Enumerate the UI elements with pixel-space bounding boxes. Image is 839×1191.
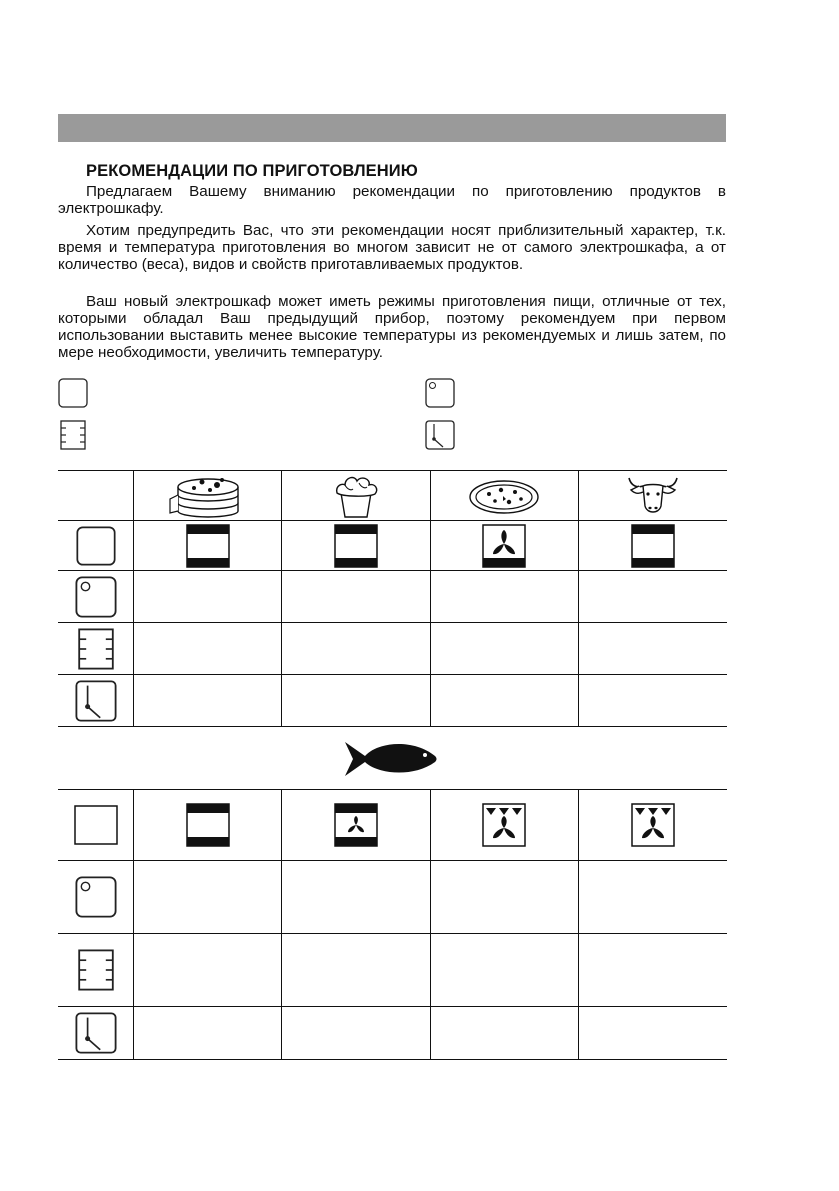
- empty-cell: [282, 675, 430, 727]
- top-bottom-heat-icon: [186, 524, 230, 568]
- grill-fan-icon: [482, 803, 526, 847]
- empty-cell: [579, 571, 727, 623]
- empty-cell: [430, 861, 578, 934]
- mode-cell: [134, 521, 282, 571]
- mode-cell: [579, 521, 727, 571]
- mode-cell: [579, 790, 727, 861]
- empty-cell: [134, 934, 282, 1007]
- temperature-row-2: [58, 861, 727, 934]
- muffin-column-header: [282, 471, 430, 521]
- empty-cell: [430, 1007, 578, 1060]
- header-band: [58, 114, 726, 142]
- temperature-icon: [74, 576, 118, 618]
- cooking-table: [58, 470, 727, 1060]
- time-icon: [74, 1012, 118, 1054]
- intro-paragraph-3: Ваш новый электрошкаф может иметь режимы приготовления пищи, отличные от тех, которыми обладал Ваш предыдущий прибор, поэтому рекомендуем при первом использовании выставить менее высокие температуры из рекомендуемых и лишь затем, по мере необходимости, увеличить температуру.: [58, 293, 726, 361]
- row-label-temperature: [58, 861, 134, 934]
- fish-row: [58, 727, 727, 790]
- row-label-shelf: [58, 934, 134, 1007]
- mode-cell: [282, 521, 430, 571]
- empty-cell: [430, 934, 578, 1007]
- cake-column-header: [134, 471, 282, 521]
- empty-cell: [430, 623, 578, 675]
- empty-cell: [282, 623, 430, 675]
- mode-cell: [430, 521, 578, 571]
- mode-icon: [73, 526, 119, 566]
- shelf-level-icon: [74, 949, 118, 991]
- fan-top-bottom-heat-icon: [334, 803, 378, 847]
- grill-fan-icon: [631, 803, 675, 847]
- top-bottom-heat-icon: [334, 524, 378, 568]
- mode-row-2: [58, 790, 727, 861]
- mode-row-1: [58, 521, 727, 571]
- fan-bottom-heat-icon: [482, 524, 526, 568]
- time-icon: [74, 680, 118, 722]
- empty-cell: [579, 623, 727, 675]
- time-row-1: [58, 675, 727, 727]
- pizza-icon: [467, 476, 541, 516]
- cake-icon: [162, 473, 254, 519]
- empty-cell: [134, 1007, 282, 1060]
- mode-icon: [58, 378, 88, 408]
- mode-cell: [282, 790, 430, 861]
- empty-cell: [282, 934, 430, 1007]
- top-bottom-heat-icon: [186, 803, 230, 847]
- mode-cell: [134, 790, 282, 861]
- empty-cell: [579, 861, 727, 934]
- row-label-mode: [58, 521, 134, 571]
- empty-cell: [579, 1007, 727, 1060]
- row-label-temperature: [58, 571, 134, 623]
- pizza-column-header: [430, 471, 578, 521]
- row-label-shelf: [58, 623, 134, 675]
- fish-icon: [343, 738, 443, 778]
- muffin-icon: [331, 473, 381, 519]
- mode-cell: [430, 790, 578, 861]
- empty-cell: [134, 675, 282, 727]
- food-header-row: [58, 471, 727, 521]
- shelf-row-1: [58, 623, 727, 675]
- time-icon: [425, 420, 455, 450]
- temperature-icon: [425, 378, 455, 408]
- empty-cell: [134, 861, 282, 934]
- beef-column-header: [579, 471, 727, 521]
- empty-cell: [134, 623, 282, 675]
- fish-section-header: [58, 727, 727, 790]
- top-bottom-heat-icon: [631, 524, 675, 568]
- shelf-level-icon: [74, 628, 118, 670]
- intro-paragraph-2: Хотим предупредить Вас, что эти рекомендации носят приблизительный характер, т.к. время и температура приготовления во многом зависит не от самого электрошкафа, а от количество (веса), видов и свойств приготавливаемых продуктов.: [58, 222, 726, 273]
- empty-cell: [282, 1007, 430, 1060]
- mode-icon: [73, 804, 119, 846]
- temperature-row-1: [58, 571, 727, 623]
- shelf-row-2: [58, 934, 727, 1007]
- temperature-icon: [74, 876, 118, 918]
- empty-cell: [579, 934, 727, 1007]
- time-row-2: [58, 1007, 727, 1060]
- table-corner: [58, 471, 134, 521]
- intro-paragraph-1: Предлагаем Вашему вниманию рекомендации по приготовлению продуктов в электрошкафу.: [58, 183, 726, 217]
- empty-cell: [134, 571, 282, 623]
- empty-cell: [579, 675, 727, 727]
- row-label-time: [58, 675, 134, 727]
- section-title: РЕКОМЕНДАЦИИ ПО ПРИГОТОВЛЕНИЮ: [86, 162, 418, 180]
- empty-cell: [430, 571, 578, 623]
- beef-icon: [625, 474, 681, 518]
- empty-cell: [282, 861, 430, 934]
- empty-cell: [430, 675, 578, 727]
- shelf-level-icon: [58, 420, 88, 450]
- row-label-time: [58, 1007, 134, 1060]
- empty-cell: [282, 571, 430, 623]
- row-label-mode: [58, 790, 134, 861]
